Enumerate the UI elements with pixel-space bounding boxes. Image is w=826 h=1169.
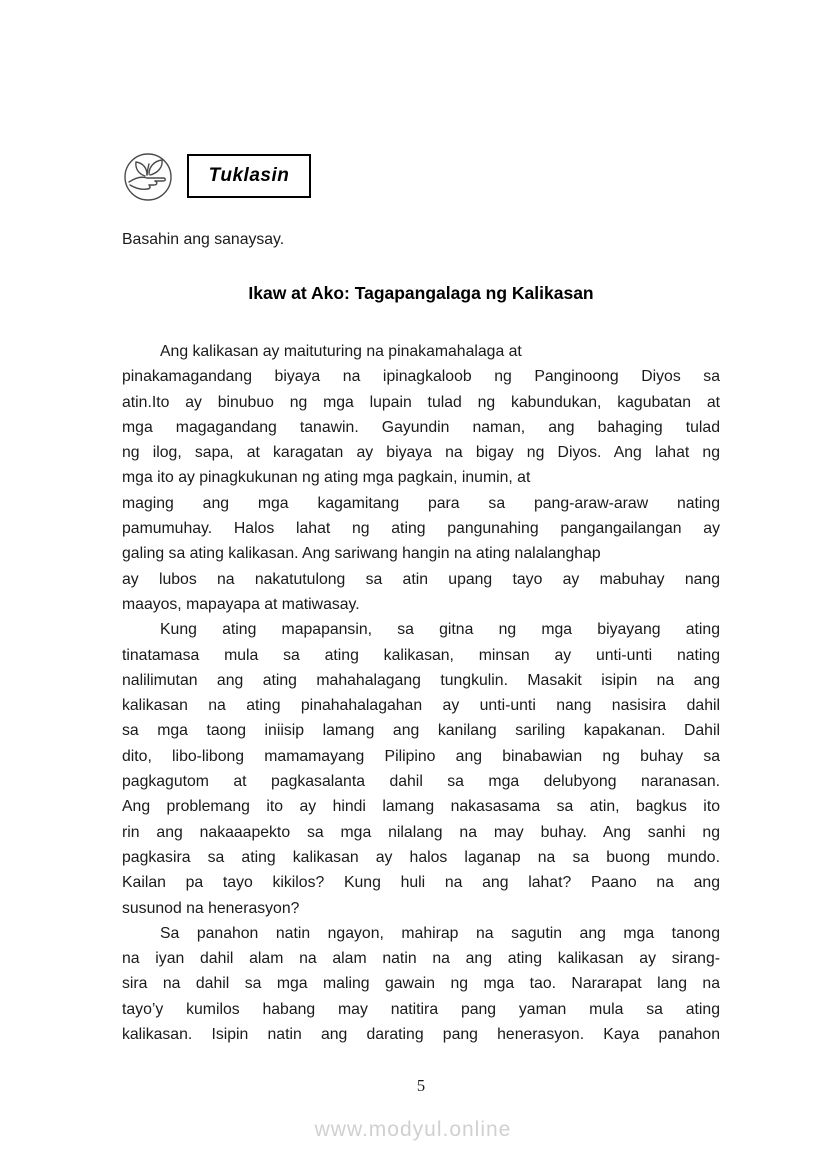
section-badge [122, 152, 720, 200]
page-content [122, 152, 720, 1047]
essay-line: ng ilog, sapa, at karagatan ay biyaya na bigay ng Diyos. Ang lahat ng [122, 444, 720, 462]
essay-line: nalilimutan ang ating mahahalagang tungkulin. Masakit isipin na ang [122, 671, 720, 689]
essay-line: atin.Ito ay binubuo ng mga lupain tulad ng kabundukan, kagubatan at [122, 393, 720, 411]
badge-box [187, 154, 311, 198]
essay-line: ay lubos na nakatutulong sa atin upang tayo ay mabuhay nang [122, 570, 720, 588]
essay-line: Ang kalikasan ay maituturing na pinakamahalaga at [160, 343, 522, 360]
essay-line: na iyan dahil alam na alam natin na ang ating kalikasan ay sirang- [122, 950, 720, 968]
essay-line: galing sa ating kalikasan. Ang sariwang hangin na ating nalalanghap [122, 545, 601, 563]
essay-line: mga magagandang tanawin. Gayundin naman, ang bahaging tulad [122, 418, 720, 436]
essay-paragraph [122, 921, 720, 1047]
essay-line: mga ito ay pinagkukunan ng ating mga pagkain, inumin, at [122, 469, 531, 487]
instruction-text: Basahin ang sanaysay. [122, 231, 285, 248]
badge-label: Tuklasin [208, 165, 290, 186]
essay-paragraph [122, 339, 720, 617]
essay-line: Ang problemang ito ay hindi lamang nakasasama sa atin, bagkus ito [122, 798, 720, 816]
hand-holding-plant-icon [122, 151, 174, 203]
essay-paragraph [122, 617, 720, 921]
essay-title: Ikaw at Ako: Tagapangalaga ng Kalikasan [248, 283, 594, 303]
essay-line: sa mga taong iniisip lamang ang kanilang sariling kapakanan. Dahil [122, 722, 720, 740]
essay-line: rin ang nakaaapekto sa mga nilalang na may buhay. Ang sanhi ng [122, 823, 720, 841]
essay-body [122, 339, 720, 1047]
essay-line: sira na dahil sa mga maling gawain ng mga tao. Nararapat lang na [122, 975, 720, 993]
essay-line: pinakamagandang biyaya na ipinagkaloob ng Panginoong Diyos sa [122, 368, 720, 386]
essay-line: dito, libo-libong mamamayang Pilipino ang binabawian ng buhay sa [122, 747, 720, 765]
essay-line: tayo’y kumilos habang may natitira pang yaman mula sa ating [122, 1000, 720, 1018]
essay-line: Kailan pa tayo kikilos? Kung huli na ang lahat? Paano na ang [122, 874, 720, 892]
essay-line: maging ang mga kagamitang para sa pang-araw-araw nating [122, 494, 720, 512]
essay-line: susunod na henerasyon? [122, 899, 300, 917]
essay-line: pamumuhay. Halos lahat ng ating pangunahing pangangailangan ay [122, 520, 720, 538]
essay-line: tinatamasa mula sa ating kalikasan, minsan ay unti-unti nating [122, 646, 720, 664]
essay-line: pagkasira sa ating kalikasan ay halos laganap na sa buong mundo. [122, 848, 720, 866]
essay-line: Kung ating mapapansin, sa gitna ng mga biyayang ating [160, 621, 720, 639]
essay-line: maayos, mapayapa at matiwasay. [122, 595, 360, 613]
page-number: 5 [416, 1076, 426, 1095]
watermark-text: www.modyul.online [314, 1118, 512, 1141]
essay-line: Sa panahon natin ngayon, mahirap na sagutin ang mga tanong [160, 924, 720, 942]
essay-line: pagkagutom at pagkasalanta dahil sa mga delubyong naranasan. [122, 773, 720, 791]
essay-line: kalikasan. Isipin natin ang darating pang henerasyon. Kaya panahon [122, 1026, 720, 1044]
essay-line: kalikasan na ating pinahahalagahan ay unti-unti nang nasisira dahil [122, 697, 720, 715]
